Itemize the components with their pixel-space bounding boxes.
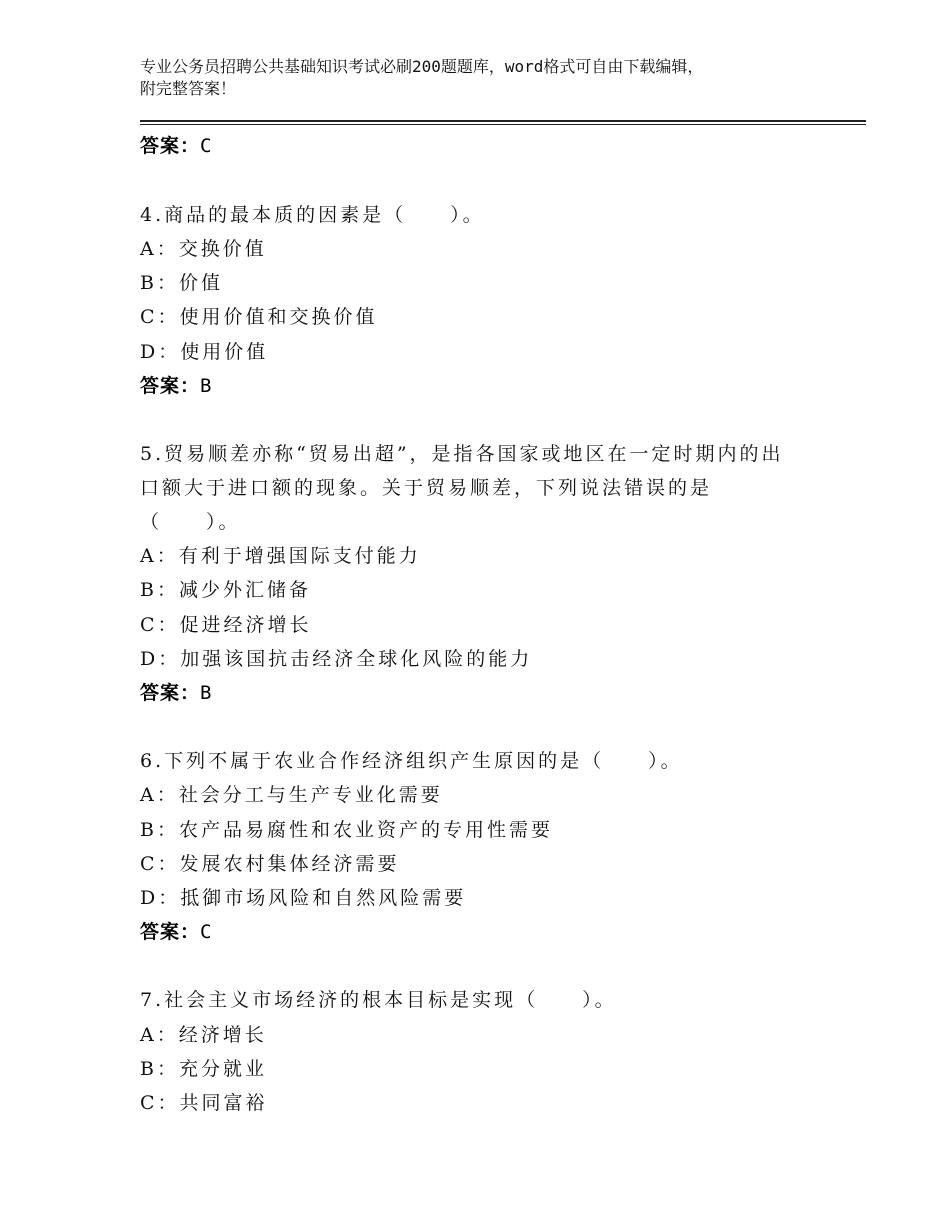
question-stem: 7.社会主义市场经济的根本目标是实现（ ）。 [140,989,617,1011]
answer-label: 答案： [140,682,201,704]
question-stem: 4.商品的最本质的因素是（ ）。 [140,204,485,226]
question-stem: 6.下列不属于农业合作经济组织产生原因的是（ ）。 [140,750,683,772]
option-d: D：抵御市场风险和自然风险需要 [140,887,467,909]
option-d: D：使用价值 [140,341,269,363]
option-b: B：充分就业 [140,1058,267,1080]
header-line-2: 附完整答案！ [140,79,237,98]
answer-value: C [200,921,213,943]
answer-value: B [200,682,213,704]
option-b: B：农产品易腐性和农业资产的专用性需要 [140,819,553,841]
option-a: A：社会分工与生产专业化需要 [140,784,443,806]
question-stem-line-2: 口额大于进口额的现象。关于贸易顺差，下列说法错误的是 [140,477,713,499]
answer-line [140,131,212,158]
option-b: B：减少外汇储备 [140,579,311,601]
header-line-1: 专业公务员招聘公共基础知识考试必刷200题题库，word格式可自由下载编辑， [140,57,704,76]
option-c: C：发展农村集体经济需要 [140,853,400,875]
answer-line [140,917,212,944]
option-a: A：交换价值 [140,238,267,260]
option-c: C：使用价值和交换价值 [140,306,378,328]
header-divider-thin [140,124,866,125]
answer-label: 答案： [140,921,201,943]
option-d: D：加强该国抗击经济全球化风险的能力 [140,648,533,670]
answer-value: B [200,375,213,397]
question-stem-line-1: 5.贸易顺差亦称“贸易出超”，是指各国家或地区在一定时期内的出 [140,443,784,465]
option-c: C：促进经济增长 [140,614,312,636]
option-a: A：经济增长 [140,1024,267,1046]
header-divider-thick [140,120,866,122]
option-b: B：价值 [140,272,223,294]
answer-label: 答案： [140,135,201,157]
answer-label: 答案： [140,375,201,397]
option-c: C：共同富裕 [140,1092,268,1114]
option-a: A：有利于增强国际支付能力 [140,545,421,567]
answer-line [140,371,212,398]
document-header [140,56,840,100]
answer-value: C [200,135,213,157]
answer-line [140,678,212,705]
question-stem-line-3: （ ）。 [140,511,241,533]
